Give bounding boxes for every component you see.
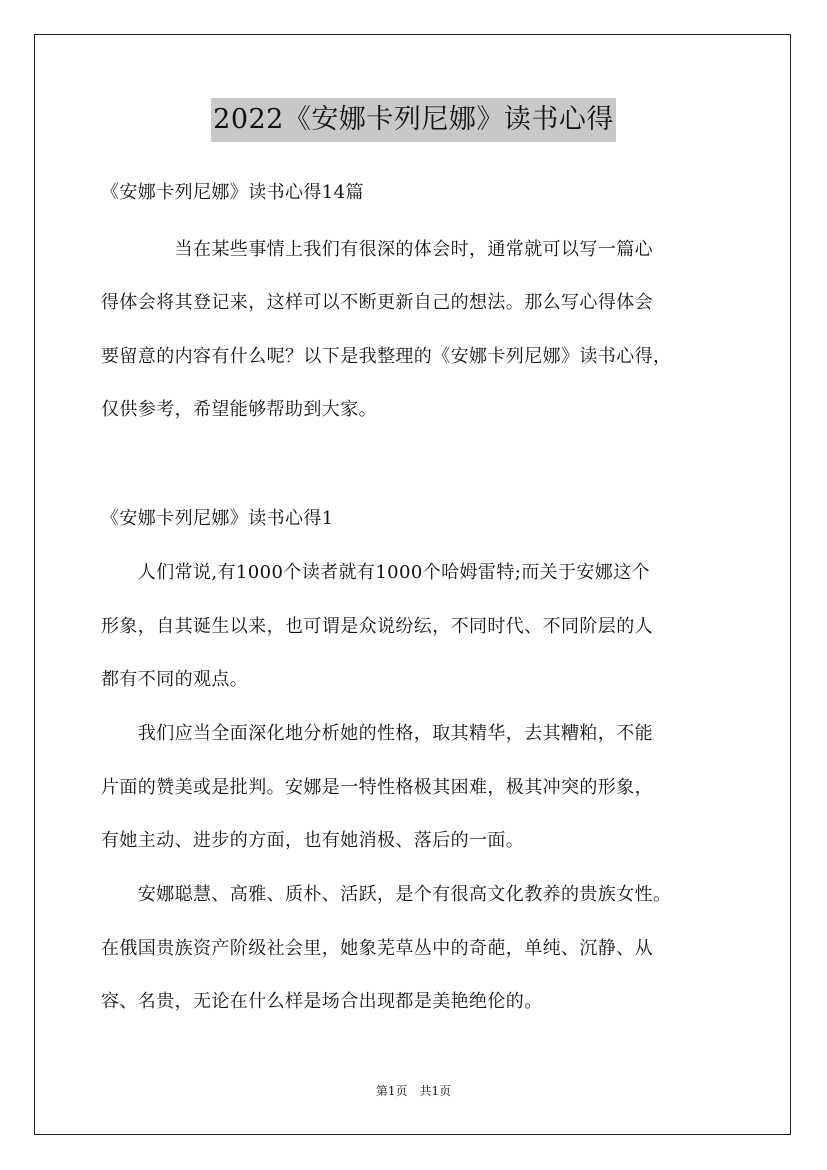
page-footer xyxy=(0,1082,827,1100)
document-title: 2022《安娜卡列尼娜》读书心得 xyxy=(211,98,616,142)
intro-line-3: 要留意的内容有什么呢？以下是我整理的《安娜卡列尼娜》读书心得， xyxy=(101,346,672,367)
para2-line-3: 有她主动、进步的方面，也有她消极、落后的一面。 xyxy=(101,830,525,851)
section-heading-1: 《安娜卡列尼娜》读书心得1 xyxy=(101,508,334,529)
intro-line-1: 当在某些事情上我们有很深的体会时，通常就可以写一篇心 xyxy=(101,239,653,260)
para1-line-3: 都有不同的观点。 xyxy=(101,669,249,690)
intro-line-2: 得体会将其登记来，这样可以不断更新自己的想法。那么写心得体会 xyxy=(101,292,653,313)
para3-line-3: 容、名贵，无论在什么样是场合出现都是美艳绝伦的。 xyxy=(101,991,543,1012)
para2-line-2: 片面的赞美或是批判。安娜是一特性格极其困难，极其冲突的形象， xyxy=(101,777,653,798)
para3-line-1: 安娜聪慧、高雅、质朴、活跃，是个有很高文化教养的贵族女性。 xyxy=(101,884,672,905)
title-container xyxy=(0,98,827,142)
para1-line-1: 人们常说,有1000个读者就有1000个哈姆雷特;而关于安娜这个 xyxy=(101,562,651,583)
intro-line-4: 仅供参考，希望能够帮助到大家。 xyxy=(101,399,377,420)
para1-line-2: 形象，自其诞生以来，也可谓是众说纷纭，不同时代、不同阶层的人 xyxy=(101,616,653,637)
document-subtitle: 《安娜卡列尼娜》读书心得14篇 xyxy=(101,182,364,203)
para3-line-2: 在俄国贵族资产阶级社会里，她象芜草丛中的奇葩，单纯、沉静、从 xyxy=(101,938,653,959)
para2-line-1: 我们应当全面深化地分析她的性格，取其精华，去其糟粕，不能 xyxy=(101,723,653,744)
total-pages: 共1页 xyxy=(419,1084,452,1098)
page-number: 第1页 xyxy=(375,1084,408,1098)
